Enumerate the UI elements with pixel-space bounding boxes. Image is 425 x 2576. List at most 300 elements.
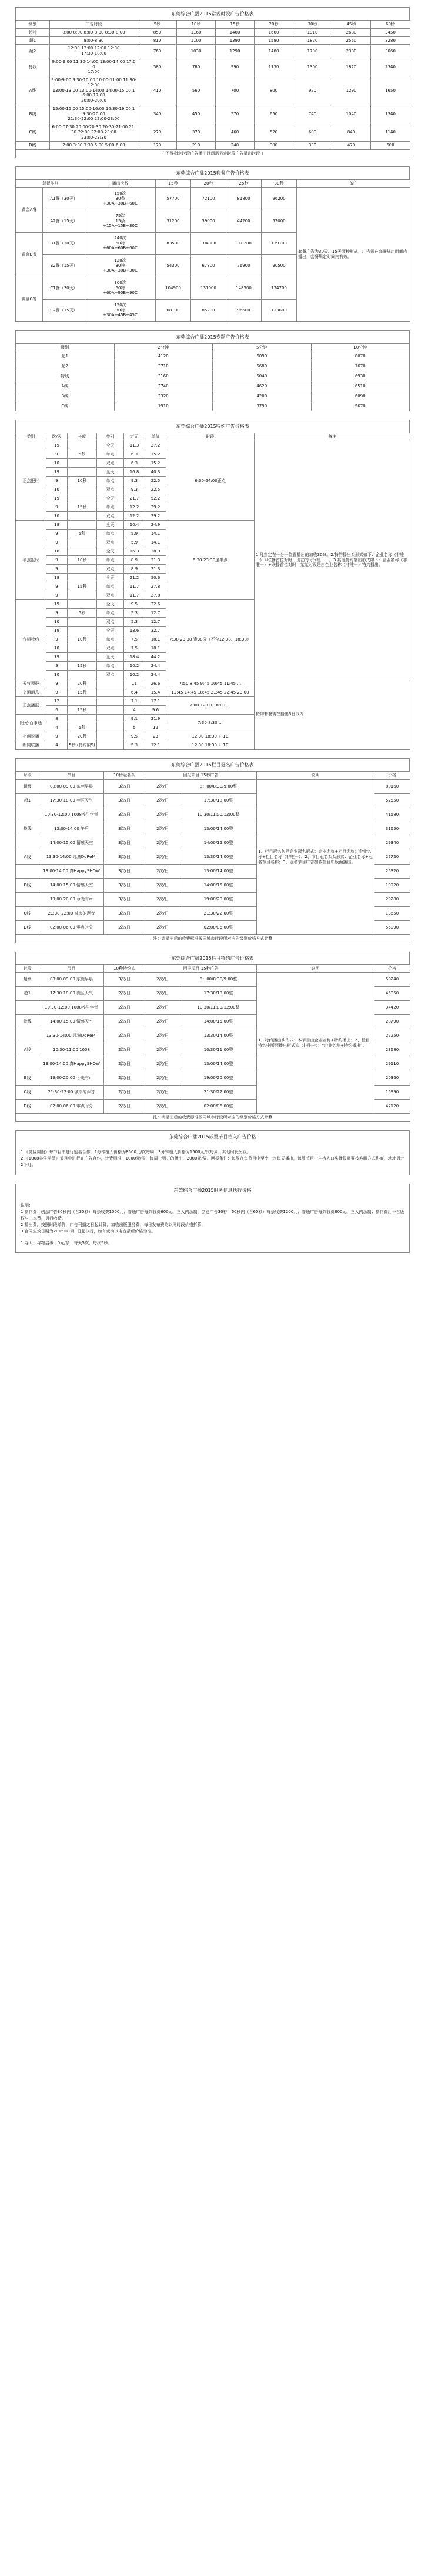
price-cell: 20360 [374,1071,410,1086]
price-cell: 1390 [216,36,255,45]
table-note: （ 不得指定时段广告播出时间需另定时段广告播出时段 ） [16,150,410,158]
price-cell: 104300 [191,232,226,254]
sponsor-value-cell: 11.7 [124,582,145,591]
table-row [16,679,410,688]
column-header: 单价 [145,433,166,441]
program-value-cell: 3次/日 [104,808,145,822]
sponsor-value-cell: 15.2 [145,459,166,468]
sponsor-value-cell [68,441,97,450]
text-line: 1.制作费：创意广告30秒内（含30秒）每条收费1000元；普通广告每条收费600元，三人内录制，创意广告30秒—60秒内（含60秒）每条收费1200元；普通广告每条收费800元，三人内录制；制作费用不含版权与工本费，另行收费。 [21,1209,404,1221]
program-value-cell: 13:00/14:00整 [180,864,257,878]
category-cell: 新闻联播 [16,741,46,750]
sponsor-value-cell [68,574,97,582]
level-cell: 特线 [16,371,115,381]
price-cell: 1340 [371,105,410,123]
sponsor-value-cell: 9 [46,565,68,574]
sponsor-value-cell: 双点 [97,512,124,521]
program-value-cell: 2次/日 [145,1029,180,1043]
sponsor-value-cell: 全天 [97,521,124,530]
sponsor-value-cell: 22.5 [145,485,166,494]
price-cell: 25320 [374,864,410,878]
sponsor-value-cell [68,591,97,600]
column-header: 时段 [166,433,255,441]
note-row [16,150,410,158]
table-note: 注：请播出后的收费标准按同城市时段所对应的级别价格方式计算 [16,934,410,943]
column-header: 类别 [97,433,124,441]
sponsor-value-cell: 9 [46,477,68,485]
sponsor-value-cell: 8.9 [124,565,145,574]
sponsor-value-cell: 9.5 [124,732,145,741]
program-value-cell: 14:00/15:00整 [180,1015,257,1029]
price-cell: 990 [216,58,255,76]
price-cell: 85200 [191,299,226,321]
sponsor-value-cell: 23 [145,732,166,741]
price-cell: 3280 [371,36,410,45]
package-group: 黄金B餐 [16,232,43,277]
cell-line: 30特 [115,263,125,268]
program-cell: 10:30-11:00 1008 [39,1043,104,1057]
column-header: 说明 [257,964,374,973]
sponsor-price-table [15,433,410,750]
sponsor-value-cell [68,512,97,521]
price-cell: 96600 [226,299,262,321]
program-cell: 13:00-14:00 午后 [39,822,104,836]
sponsor-value-cell [97,688,124,697]
program-value-cell: 02:00/06:00整 [180,920,257,934]
program-value-cell: 2次/日 [104,1100,145,1114]
price-cell: 29110 [374,1057,410,1071]
sponsor-value-cell: 18 [46,521,68,530]
level-cell: B线 [16,105,50,123]
level-cell: D线 [16,1100,39,1114]
table-row [16,36,410,45]
column-header: 60秒 [371,21,410,29]
sheet-title: 东莞综合广播2015常规时段广告价格表 [15,7,410,20]
sponsor-value-cell [68,538,97,547]
sponsor-value-cell [68,653,97,662]
program-cell: 10:30-12:00 1008养生学堂 [39,1001,104,1015]
sponsor-value-cell: 9 [46,538,68,547]
slot-cell [50,45,138,58]
sponsor-value-cell: 6.4 [124,688,145,697]
program-cell: 13:00-14:00 真HappySHOW [39,864,104,878]
price-cell: 13650 [374,906,410,920]
program-value-cell: 2次/日 [145,1043,180,1057]
program-value-cell: 3次/日 [104,973,145,987]
program-value-cell: 3次/日 [104,850,145,864]
program-cell: 14:00-15:00 情感天空 [39,878,104,892]
sponsor-value-cell: 12.1 [145,741,166,750]
price-cell: 1580 [255,36,293,45]
price-cell: 1130 [255,58,293,76]
program-value-cell: 2次/日 [145,864,180,878]
slot-cell [50,123,138,142]
sponsor-value-cell: 全天 [97,441,124,450]
sponsor-value-cell [68,600,97,609]
price-cell: 5040 [213,371,312,381]
sponsor-value-cell: 19 [46,600,68,609]
cell-line: 8:00-8:30 [83,38,104,43]
table-row [16,45,410,58]
sponsor-value-cell: 单点 [97,609,124,618]
price-cell: 4120 [114,351,213,361]
table-header-row [16,964,410,973]
price-cell: 68100 [156,299,191,321]
program-value-cell: 2次/日 [104,987,145,1001]
sponsor-value-cell: 21.7 [124,494,145,503]
sponsor-value-cell [97,732,124,741]
price-cell: 240 [216,142,255,150]
price-cell: 1300 [293,58,332,76]
price-cell: 29280 [374,892,410,906]
price-cell: 450 [177,105,216,123]
table-row [16,361,410,371]
price-cell: 600 [293,123,332,142]
level-cell: C线 [16,1086,39,1100]
sponsor-value-cell: 单点 [97,635,124,644]
price-cell: 300 [255,142,293,150]
price-cell: 1290 [332,76,371,105]
level-cell: 超1 [16,351,115,361]
text-line: 1.《莞区周报》每节目中进行冠名合作，1分钟植入价格为8500元/次每周，3分钟植入价格为1500元/次每周，其他时长另议。 [21,1150,251,1154]
price-cell: 2380 [332,45,371,58]
price-cell: 47120 [374,1100,410,1114]
program-value-cell: 3次/日 [104,822,145,836]
category-cell: 正点播报 [16,697,46,715]
table-header-row [16,179,410,187]
program-value-cell: 2次/日 [145,779,180,793]
program-value-cell: 19:00/20:00整 [180,1071,257,1086]
column-header: 节目 [39,964,104,973]
price-cell: 148500 [226,277,262,299]
table-row [16,371,410,381]
title-sponsor-price-sheet [15,758,410,943]
column-header: 10秒冠名头 [104,772,145,780]
sponsor-value-cell: 双点 [97,618,124,627]
price-cell: 1480 [255,45,293,58]
price-cell: 4620 [213,381,312,391]
program-value-cell: 2次/日 [145,1057,180,1071]
program-cell: 19:00-20:00 今晚有声 [39,1071,104,1086]
program-value-cell: 17:30/18:00整 [180,987,257,1001]
price-cell: 2320 [114,391,213,401]
level-cell: 超1 [16,793,39,808]
column-header: 5秒 [138,21,177,29]
cell-line: 60特 [115,285,125,290]
program-cell: 14:00-15:00 情感天空 [39,836,104,850]
sponsor-value-cell: 8 [46,715,68,723]
cell-line: 17:30-18:00 [81,51,106,56]
price-cell: 6930 [311,371,410,381]
sponsor-value-cell: 5秒 [68,723,97,732]
sponsor-value-cell: 6 [46,706,68,715]
table-row [16,401,410,411]
program-cell: 13:30-14:00 儿童DoReMi [39,850,104,864]
sponsor-value-cell: 4 [124,706,145,715]
cell-line: 13:00-13:00 13:00-14:00 14:00-15:00 16:00-17:00 [52,88,135,98]
cell-line: 6:00-07:30 20:00-20:30 20:30-21:00 21:30-22:00 22:00-23:00 [52,125,136,135]
price-cell: 52550 [374,793,410,808]
price-cell: 460 [216,123,255,142]
price-cell: 23680 [374,1043,410,1057]
sponsor-value-cell: 10秒 [68,635,97,644]
sponsor-value-cell: 10 [46,512,68,521]
category-cell: 天气预报 [16,679,46,688]
price-cell: 5680 [213,361,312,371]
price-cell: 340 [138,105,177,123]
sponsor-value-cell: 双点 [97,565,124,574]
column-header: 20秒 [191,179,226,187]
price-cell: 5670 [311,401,410,411]
level-cell: D线 [16,920,39,934]
program-value-cell: 2次/日 [145,808,180,822]
slot-cell [50,28,138,36]
program-cell: 10:30-12:00 1008养生学堂 [39,808,104,822]
level-cell: 特线 [16,822,39,836]
sponsor-value-cell: 27.8 [145,582,166,591]
sponsor-value-cell [68,671,97,679]
sponsor-value-cell: 5秒 [68,450,97,459]
special-topic-price-sheet [15,330,410,412]
special-topic-price-table [15,343,410,412]
sponsor-value-cell: 19 [46,627,68,635]
sponsor-value-cell: 5.9 [124,530,145,538]
table-row [16,381,410,391]
level-cell: 超2 [16,361,115,371]
sponsor-value-cell [68,547,97,556]
sponsor-value-cell: 19 [46,468,68,477]
table-row [16,123,410,142]
price-cell: 650 [255,105,293,123]
program-value-cell: 2次/日 [104,1001,145,1015]
text-line: 2.播出费，按照时段单价，广告刊播之日起计算，加收出版服务费，每日发布费均以同时段价格折算， [21,1222,206,1228]
sponsor-value-cell: 全天 [97,494,124,503]
sponsor-value-cell: 9.5 [124,600,145,609]
sponsor-value-cell: 9 [46,503,68,512]
sponsor-value-cell: 5 [124,723,145,732]
cell-line: 8:00-8:00 8:00-8:30 8:30-8:00 [62,29,125,35]
play-count-cell [85,254,156,277]
sponsor-value-cell: 9.1 [124,715,145,723]
package-name: A1餐（30天） [43,187,85,210]
sheet-title: 东莞综合广播2015专题广告价格表 [15,330,410,343]
price-cell: 1910 [293,28,332,36]
sponsor-value-cell: 12 [145,723,166,732]
price-cell: 139100 [262,232,297,254]
table-row [16,142,410,150]
note-row [16,934,410,943]
sponsor-value-cell: 24.4 [145,671,166,679]
price-cell: 34420 [374,1001,410,1015]
column-header: 15秒 [216,21,255,29]
sponsor-value-cell: 4 [46,723,68,732]
table-header-row [16,772,410,780]
sponsor-value-cell: 18.4 [124,653,145,662]
price-cell: 560 [177,76,216,105]
program-value-cell: 3次/日 [104,836,145,850]
price-cell: 210 [177,142,216,150]
table-note: 注：请播出后的收费标准按同城市时段所对应的级别价格方式计算 [16,1114,410,1122]
time-slot-cell: 12:45 14:45 18:45 21:45 22:45 23:00 [166,688,255,697]
sponsor-value-cell: 11.7 [124,591,145,600]
sponsor-value-cell: 11.3 [124,441,145,450]
price-cell: 3790 [213,401,312,411]
sponsor-value-cell: 18 [46,547,68,556]
column-header: 次/天 [46,433,68,441]
package-group: 黄金C餐 [16,277,43,321]
sponsor-value-cell: 全天 [97,653,124,662]
sponsor-value-cell: 10 [46,485,68,494]
sponsor-value-cell: 单点 [97,450,124,459]
sponsor-ad-price-sheet [15,420,410,750]
program-value-cell: 2次/日 [145,920,180,934]
price-cell: 29340 [374,836,410,850]
sponsor-value-cell: 5.3 [124,618,145,627]
sponsor-value-cell: 12.2 [124,512,145,521]
cell-line: 9:00-9:00 9:30-10:00 10:00-11:00 11:30-12:00 [51,78,136,88]
level-cell [16,1001,39,1015]
cell-line: 300次 [114,280,126,285]
price-cell: 1650 [371,76,410,105]
column-header: 备注 [255,433,410,441]
price-cell: 15990 [374,1086,410,1100]
cell-line: 120次 [114,257,126,263]
cell-line: 150次 [114,190,126,196]
category-cell: 阳光·百事通 [16,715,46,732]
program-value-cell: 2次/日 [145,1071,180,1086]
sponsor-value-cell: 12.7 [145,609,166,618]
sponsor-value-cell: 14.1 [145,538,166,547]
slot-cell [50,105,138,123]
time-slot-cell: 12:30 18:30 + 1C [166,741,255,750]
table-row [16,441,410,450]
price-cell: 6090 [311,391,410,401]
slot-cell [50,76,138,105]
cell-line: 20:00-20:00 [81,98,106,103]
table-row [16,105,410,123]
cell-line: 21:30-22:00 22:00-23:00 [68,116,120,122]
sponsor-value-cell: 16.8 [124,468,145,477]
sponsor-value-cell: 16.3 [124,547,145,556]
cell-line: 2:00-3:30 3:30-5:00 5:00-6:00 [62,143,125,148]
sponsor-value-cell: 10 [46,671,68,679]
sponsor-value-cell: 9 [46,591,68,600]
program-cell: 13:30-14:00 儿童DoReMi [39,1029,104,1043]
sponsor-value-cell: 5.3 [124,741,145,750]
program-value-cell: 3次/日 [104,779,145,793]
time-slot-cell: 7:00 12:00 18:00 … [166,697,255,715]
sponsor-value-cell: 9 [46,450,68,459]
sponsor-value-cell: 全天 [97,468,124,477]
sponsor-value-cell: 单点 [97,530,124,538]
program-value-cell: 2次/日 [104,1015,145,1029]
level-cell: D线 [16,142,50,150]
price-cell: 31200 [156,210,191,232]
sponsor-value-cell: 22.6 [145,600,166,609]
play-count-cell [85,277,156,299]
sponsor-value-cell: 10秒 [68,477,97,485]
cell-line: 150次 [114,302,126,307]
sponsor-value-cell: 27.8 [145,591,166,600]
program-value-cell: 2次/日 [145,892,180,906]
program-value-cell: 2次/日 [145,836,180,850]
program-value-cell: 3次/日 [104,793,145,808]
sponsor-value-cell: 18.1 [145,635,166,644]
column-header: 播出次数 [85,179,156,187]
price-cell: 470 [332,142,371,150]
sponsor-value-cell: 9.3 [124,477,145,485]
cell-line: 12:00-12:00 12:00-12:30 [68,46,120,51]
program-value-cell: 13:30/14:00整 [180,1029,257,1043]
sponsor-value-cell: 29.2 [145,512,166,521]
sponsor-value-cell: 15秒 [68,503,97,512]
column-header: 回报项目 15秒广告 [145,772,257,780]
column-header: 10分钟 [311,343,410,351]
level-cell: 超2 [16,45,50,58]
table-row [16,28,410,36]
sponsor-value-cell [68,697,97,706]
sponsor-value-cell: 10秒 [68,556,97,565]
sponsor-value-cell [97,723,124,732]
sponsor-value-cell: 15秒 [68,662,97,671]
footer-line: 1.寻人、寻物启事：0元/条；每天5次，每次5秒。 [21,1240,112,1245]
table-row [16,391,410,401]
level-cell: 特线 [16,58,50,76]
package-name: B2餐（15天） [43,254,85,277]
sponsor-value-cell: 单点 [97,477,124,485]
sponsor-value-cell: 44.2 [145,653,166,662]
program-value-cell: 2次/日 [145,987,180,1001]
sponsor-value-cell: 9 [46,582,68,591]
table-header-row [16,21,410,29]
category-cell: 半点报时 [16,521,46,600]
price-cell: 118200 [226,232,262,254]
sponsor-value-cell: 29.2 [145,503,166,512]
program-cell: 17:30-18:00 莞区天气 [39,987,104,1001]
note-row [16,1114,410,1122]
sponsor-value-cell: 20秒 [68,732,97,741]
table-row [16,187,410,210]
program-cell: 02:00-06:00 零点时分 [39,1100,104,1114]
cell-line: +30A+30B+60C [103,201,138,206]
price-cell: 41580 [374,808,410,822]
price-cell: 570 [216,105,255,123]
price-cell: 96200 [262,187,297,210]
sheet-title: 东莞综合广播2015特约广告价格表 [15,420,410,433]
price-cell: 39000 [191,210,226,232]
program-cell: 02:00-06:00 零点时分 [39,920,104,934]
program-value-cell: 2次/日 [145,1015,180,1029]
price-cell: 52000 [262,210,297,232]
sponsor-value-cell: 18.1 [145,644,166,653]
sponsor-value-cell: 17.1 [145,697,166,706]
program-value-cell: 2次/日 [104,1086,145,1100]
program-value-cell: 3次/日 [104,892,145,906]
price-cell: 1030 [177,45,216,58]
column-header: 30秒 [293,21,332,29]
price-cell: 57700 [156,187,191,210]
play-count-cell [85,299,156,321]
sponsor-value-cell: 21.3 [145,556,166,565]
sponsor-value-cell: 双点 [97,671,124,679]
program-value-cell: 3次/日 [104,878,145,892]
sponsor-value-cell: 40.3 [145,468,166,477]
slot-cell [50,58,138,76]
sponsor-value-cell: 13.6 [124,627,145,635]
price-cell: 1160 [177,28,216,36]
remark-cell: 1、特约播出头形式：本节目由企业名称+特约播出；2、栏目特约中版面播出形式头（非唯一）：“企业名称+特约播出”。 [257,973,374,1114]
time-slot-cell: 12:30 18:30 + 1C [166,732,255,741]
